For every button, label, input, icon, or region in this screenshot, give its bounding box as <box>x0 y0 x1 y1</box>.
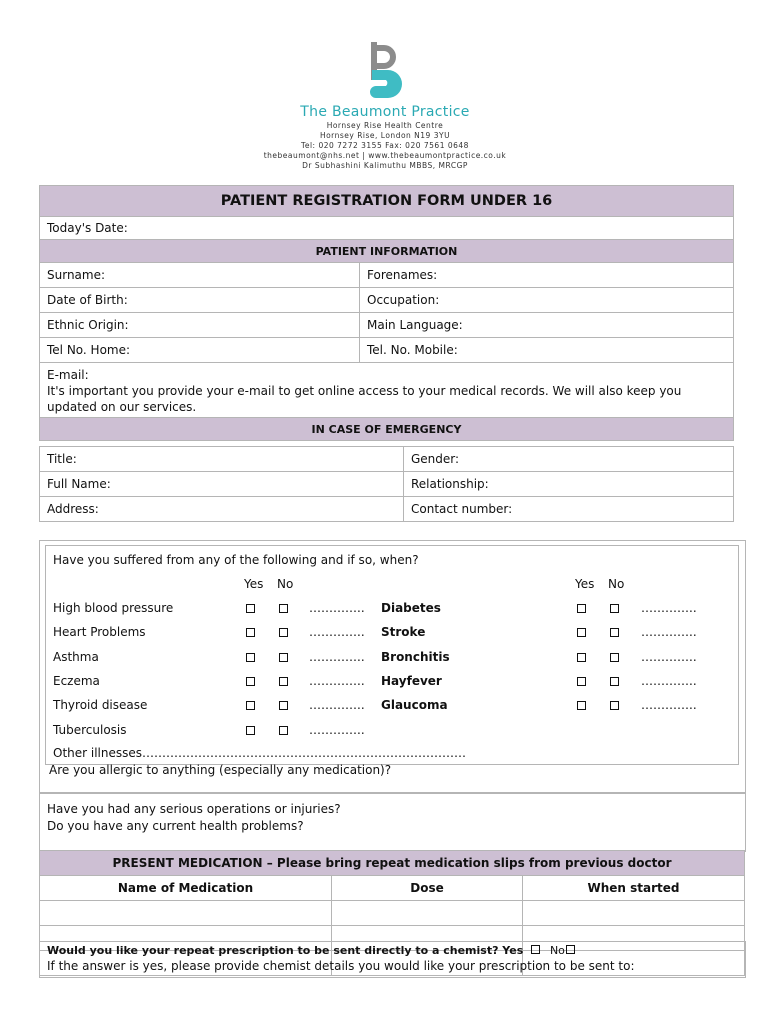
address-line: thebeaumont@nhs.net | www.thebeaumontpractice.co.uk <box>263 151 507 160</box>
repeat-yes-checkbox[interactable] <box>531 945 540 954</box>
medication-cell[interactable] <box>523 901 745 926</box>
repeat-no-checkbox[interactable] <box>566 945 575 954</box>
forenames-field[interactable]: Forenames: <box>360 263 734 288</box>
no-checkbox[interactable] <box>610 628 619 637</box>
todays-date-field[interactable]: Today's Date: <box>40 217 734 240</box>
yes-checkbox[interactable] <box>577 604 586 613</box>
address-line: Tel: 020 7272 3155 Fax: 020 7561 0648 <box>301 141 469 150</box>
yes-checkbox[interactable] <box>577 701 586 710</box>
when-field[interactable]: ………….. <box>309 650 365 664</box>
emergency-heading: IN CASE OF EMERGENCY <box>40 418 734 441</box>
yes-checkbox[interactable] <box>246 701 255 710</box>
no-checkbox[interactable] <box>610 604 619 613</box>
condition-label: Eczema <box>53 674 100 688</box>
medication-cell[interactable] <box>332 901 523 926</box>
emergency-relationship-field[interactable]: Relationship: <box>404 472 734 497</box>
yes-checkbox[interactable] <box>246 604 255 613</box>
yes-checkbox[interactable] <box>246 653 255 662</box>
email-label: E-mail: <box>47 368 89 382</box>
no-header: No <box>277 577 294 591</box>
col-when-started: When started <box>523 876 745 901</box>
emergency-contact-field[interactable]: Contact number: <box>404 497 734 522</box>
when-field[interactable]: ………….. <box>309 601 365 615</box>
when-field[interactable]: ………….. <box>309 674 365 688</box>
no-checkbox[interactable] <box>610 677 619 686</box>
emergency-fullname-field[interactable]: Full Name: <box>40 472 404 497</box>
no-checkbox[interactable] <box>279 701 288 710</box>
no-checkbox[interactable] <box>279 677 288 686</box>
emergency-title-field[interactable]: Title: <box>40 447 404 472</box>
yes-checkbox[interactable] <box>577 653 586 662</box>
practice-name: The Beaumont Practice <box>300 104 470 120</box>
when-field[interactable]: ………….. <box>641 698 697 712</box>
when-field[interactable]: ………….. <box>641 625 697 639</box>
no-checkbox[interactable] <box>610 653 619 662</box>
yes-checkbox[interactable] <box>246 677 255 686</box>
main-language-field[interactable]: Main Language: <box>360 313 734 338</box>
emergency-table <box>39 446 734 522</box>
when-field[interactable]: ………….. <box>309 625 365 639</box>
repeat-prescription-question: Would you like your repeat prescription to be sent directly to a chemist? Yes <box>47 944 524 957</box>
yes-checkbox[interactable] <box>246 628 255 637</box>
address-line: Hornsey Rise, London N19 3YU <box>319 131 451 140</box>
other-illnesses[interactable]: Other illnesses……………………………………………………………………… <box>53 746 467 760</box>
surname-field[interactable]: Surname: <box>40 263 360 288</box>
email-note: It's important you provide your e-mail to get online access to your medical records. We will also keep you updated on our services. <box>47 384 682 414</box>
tel-home-field[interactable]: Tel No. Home: <box>40 338 360 363</box>
occupation-field[interactable]: Occupation: <box>360 288 734 313</box>
no-checkbox[interactable] <box>279 628 288 637</box>
operations-question[interactable]: Have you had any serious operations or injuries? <box>47 802 341 816</box>
repeat-no-label: No <box>549 944 565 957</box>
address-line: Hornsey Rise Health Centre <box>326 121 444 130</box>
practice-logo <box>360 40 410 104</box>
registration-form <box>39 185 734 441</box>
when-field[interactable]: ………….. <box>641 674 697 688</box>
condition-label: Diabetes <box>381 601 441 615</box>
condition-label: Heart Problems <box>53 625 146 639</box>
form-title: PATIENT REGISTRATION FORM UNDER 16 <box>40 186 734 217</box>
current-problems-question[interactable]: Do you have any current health problems? <box>47 819 304 833</box>
yes-checkbox[interactable] <box>246 726 255 735</box>
when-field[interactable]: ………….. <box>641 601 697 615</box>
condition-label: Stroke <box>381 625 426 639</box>
no-checkbox[interactable] <box>610 701 619 710</box>
emergency-address-field[interactable]: Address: <box>40 497 404 522</box>
condition-label: Tuberculosis <box>53 723 127 737</box>
yes-header: Yes <box>244 577 264 591</box>
no-checkbox[interactable] <box>279 604 288 613</box>
emergency-gender-field[interactable]: Gender: <box>404 447 734 472</box>
address-line: Dr Subhashini Kalimuthu MBBS, MRCGP <box>302 161 468 170</box>
email-field[interactable] <box>40 363 734 418</box>
tel-mobile-field[interactable]: Tel. No. Mobile: <box>360 338 734 363</box>
chemist-details-prompt[interactable]: If the answer is yes, please provide chemist details you would like your prescription to be sent to: <box>47 959 635 973</box>
when-field[interactable]: ………….. <box>641 650 697 664</box>
repeat-prescription-line <box>47 944 575 957</box>
col-medication-name: Name of Medication <box>40 876 332 901</box>
condition-label: Hayfever <box>381 674 442 688</box>
ethnic-origin-field[interactable]: Ethnic Origin: <box>40 313 360 338</box>
yes-header: Yes <box>575 577 595 591</box>
condition-label: Asthma <box>53 650 99 664</box>
when-field[interactable]: ………….. <box>309 698 365 712</box>
col-dose: Dose <box>332 876 523 901</box>
allergy-question[interactable]: Are you allergic to anything (especially any medication)? <box>49 763 392 777</box>
yes-checkbox[interactable] <box>577 677 586 686</box>
medication-cell[interactable] <box>40 901 332 926</box>
condition-label: Thyroid disease <box>53 698 148 712</box>
yes-checkbox[interactable] <box>577 628 586 637</box>
no-checkbox[interactable] <box>279 726 288 735</box>
condition-label: High blood pressure <box>53 601 174 615</box>
history-question: Have you suffered from any of the following and if so, when? <box>53 553 419 567</box>
dob-field[interactable]: Date of Birth: <box>40 288 360 313</box>
no-checkbox[interactable] <box>279 653 288 662</box>
medication-heading: PRESENT MEDICATION – Please bring repeat medication slips from previous doctor <box>40 851 745 876</box>
condition-label: Bronchitis <box>381 650 450 664</box>
patient-info-heading: PATIENT INFORMATION <box>40 240 734 263</box>
when-field[interactable]: ………….. <box>309 723 365 737</box>
no-header: No <box>608 577 625 591</box>
condition-label: Glaucoma <box>381 698 448 712</box>
